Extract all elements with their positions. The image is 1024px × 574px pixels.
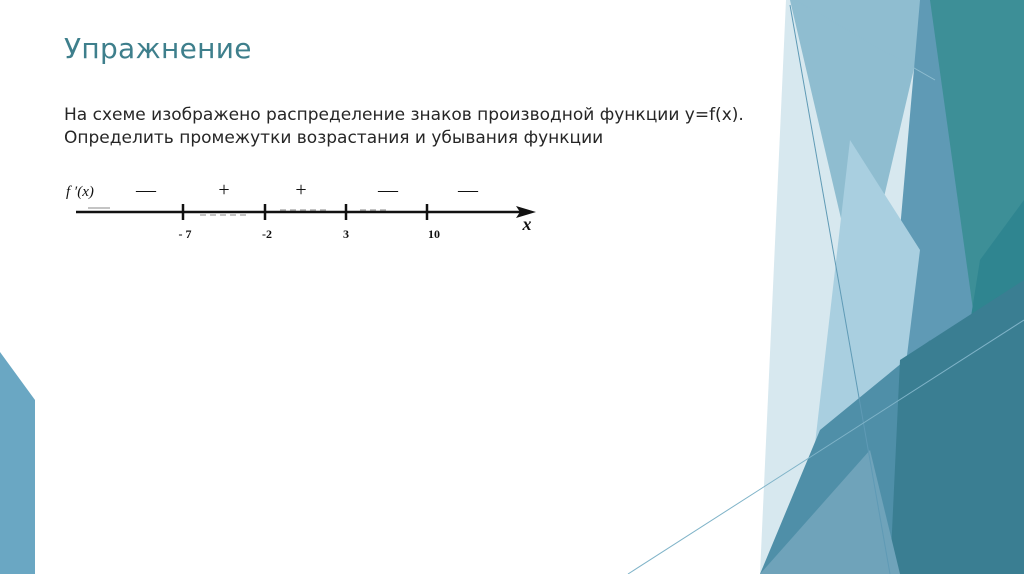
sign-interval-1: — (136, 179, 156, 201)
point-label: - 7 (178, 227, 192, 241)
sign-interval-2: + (218, 179, 230, 201)
sign-interval-4: — (378, 179, 398, 201)
sign-interval-5: — (458, 179, 478, 201)
axis-label: x (522, 214, 532, 234)
point-label: 10 (428, 227, 440, 241)
sign-interval-3: + (295, 179, 307, 201)
point-label: -2 (262, 227, 272, 241)
function-label: f ′(x) (66, 184, 94, 200)
body-line: На схеме изображено распределение знаков производной функции y=f(x). (64, 105, 744, 125)
body-line: Определить промежутки возрастания и убывания функции (64, 128, 604, 148)
slide-title: Упражнение (64, 32, 252, 65)
point-label: 3 (343, 227, 349, 241)
